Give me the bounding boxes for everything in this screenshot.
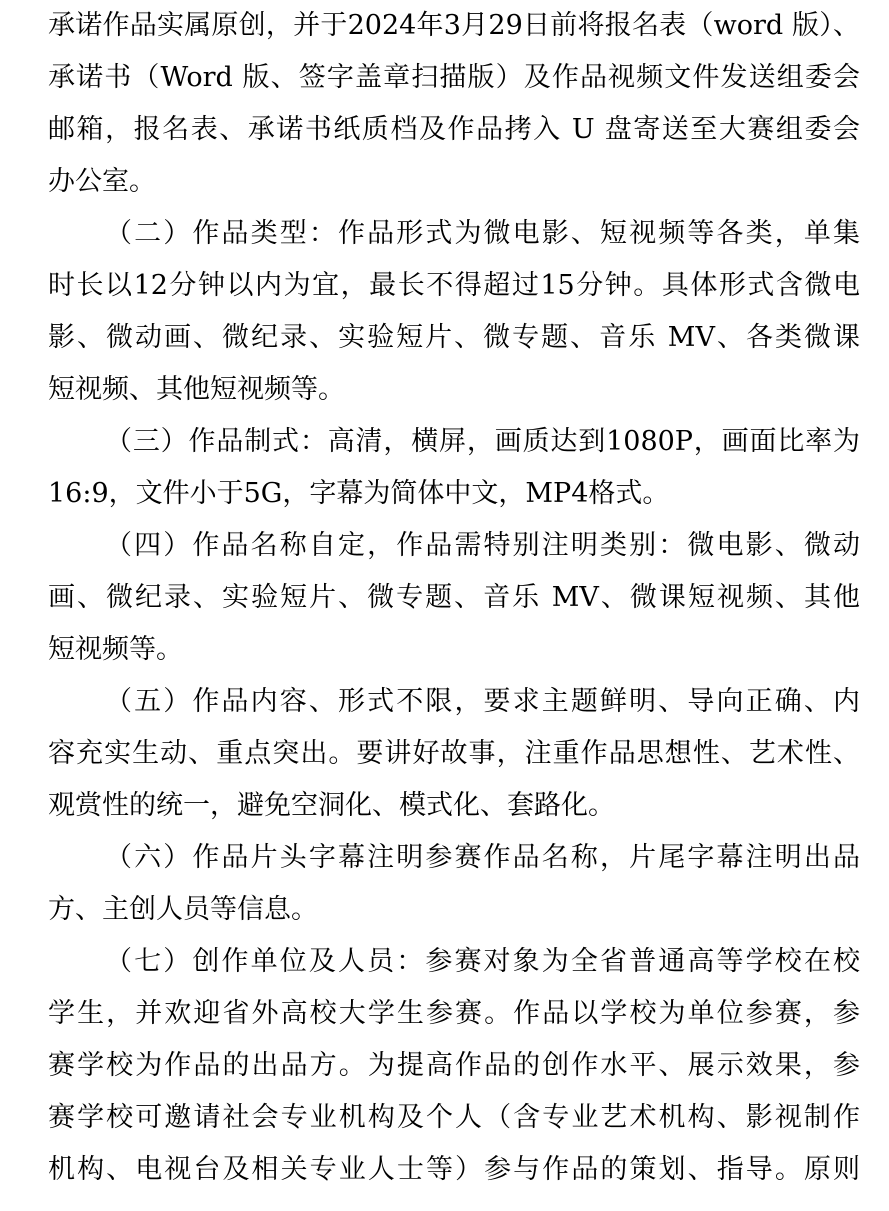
text-line: 赛学校为作品的出品方。为提高作品的创作水平、展示效果，参 xyxy=(48,1050,860,1081)
text-line: （四）作品名称自定，作品需特别注明类别：微电影、微动 xyxy=(105,530,860,561)
text-line: 观赏性的统一，避免空洞化、模式化、套路化。 xyxy=(48,790,615,821)
text-line: 承诺书（Word 版、签字盖章扫描版）及作品视频文件发送组委会 xyxy=(48,62,860,93)
text-line: 赛学校可邀请社会专业机构及个人（含专业艺术机构、影视制作 xyxy=(48,1102,860,1133)
text-line: 学生，并欢迎省外高校大学生参赛。作品以学校为单位参赛，参 xyxy=(48,998,860,1029)
text-line: 邮箱，报名表、承诺书纸质档及作品拷入 U 盘寄送至大赛组委会 xyxy=(48,114,860,145)
text-line: 时长以12分钟以内为宜，最长不得超过15分钟。具体形式含微电 xyxy=(48,270,860,301)
text-line: 办公室。 xyxy=(48,166,156,197)
text-line: 影、微动画、微纪录、实验短片、微专题、音乐 MV、各类微课 xyxy=(48,322,860,353)
text-line: （七）创作单位及人员：参赛对象为全省普通高等学校在校 xyxy=(105,946,860,977)
text-line: （二）作品类型：作品形式为微电影、短视频等各类，单集 xyxy=(105,218,860,249)
text-line: 容充实生动、重点突出。要讲好故事，注重作品思想性、艺术性、 xyxy=(48,738,860,769)
text-line: 短视频等。 xyxy=(48,634,183,665)
text-line: 画、微纪录、实验短片、微专题、音乐 MV、微课短视频、其他 xyxy=(48,582,860,613)
text-line: （六）作品片头字幕注明参赛作品名称，片尾字幕注明出品 xyxy=(105,842,860,873)
text-line: （三）作品制式：高清，横屏，画质达到1080P，画面比率为 xyxy=(105,426,860,457)
text-line: 短视频、其他短视频等。 xyxy=(48,374,345,405)
text-line: 16:9，文件小于5G，字幕为简体中文，MP4格式。 xyxy=(48,478,670,509)
text-line: 承诺作品实属原创，并于2024年3月29日前将报名表（word 版）、 xyxy=(48,10,860,41)
text-line: （五）作品内容、形式不限，要求主题鲜明、导向正确、内 xyxy=(105,686,860,717)
text-line: 方、主创人员等信息。 xyxy=(48,894,318,925)
text-line: 机构、电视台及相关专业人士等）参与作品的策划、指导。原则 xyxy=(48,1154,860,1185)
